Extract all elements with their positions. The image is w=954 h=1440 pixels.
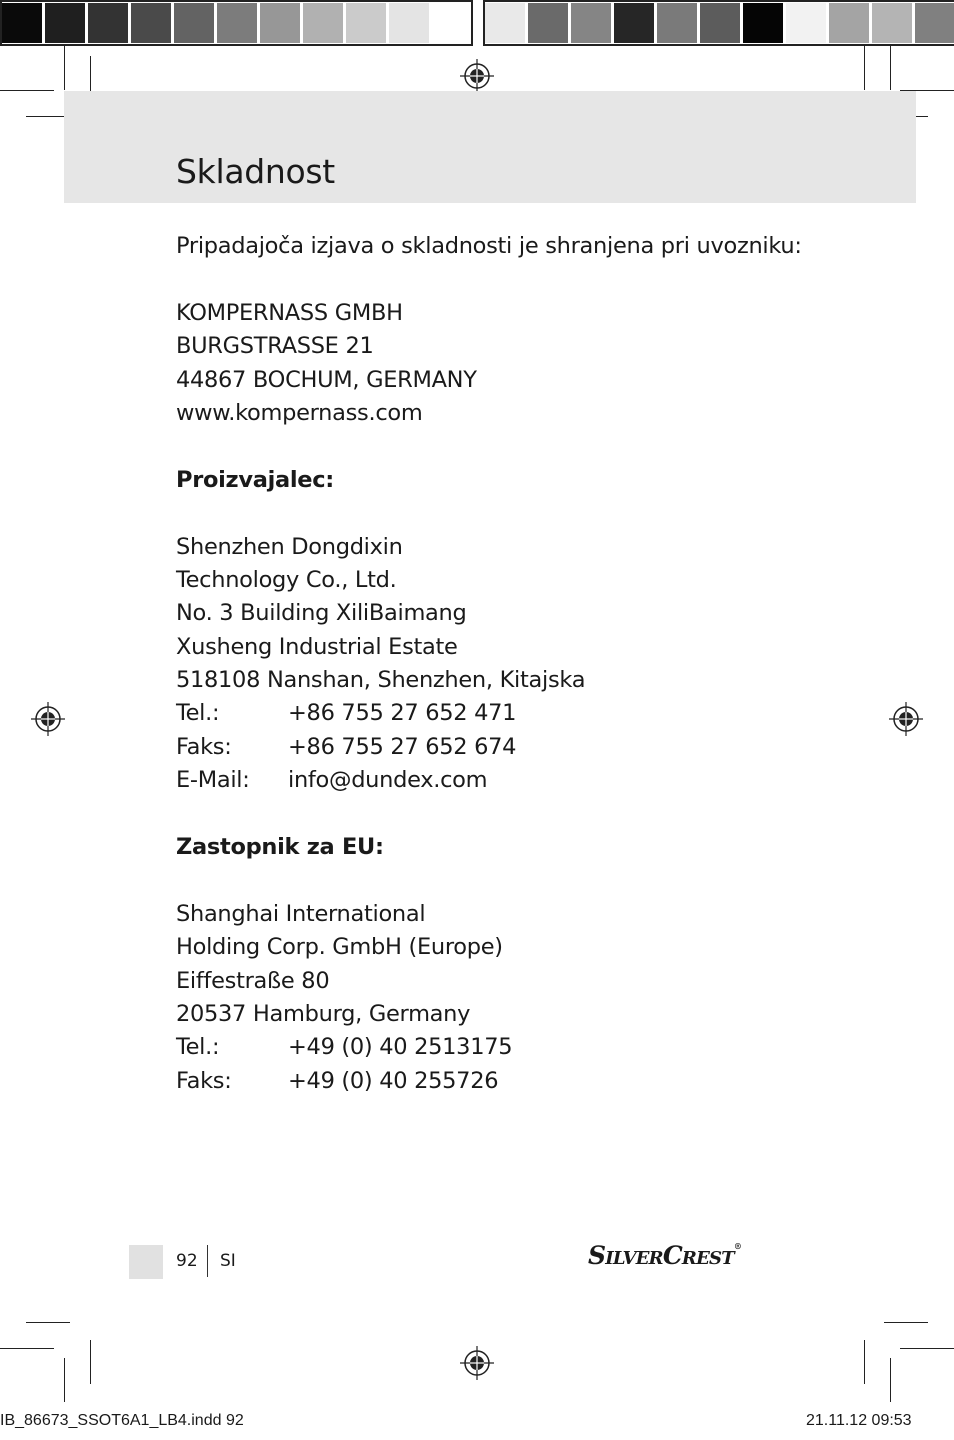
importer-city: 44867 BOCHUM, GERMANY [176,366,477,393]
color-swatch [217,3,257,43]
color-swatch [303,3,343,43]
registration-mark-icon [459,58,495,94]
registration-mark-icon [30,701,66,737]
registration-mark-icon [459,1345,495,1381]
manufacturer-tel-row [176,697,876,730]
crop-mark [864,46,865,90]
tel-label: Tel.: [176,1034,220,1061]
footer-divider [207,1245,208,1277]
crop-mark [864,1340,865,1384]
importer-address [176,297,876,431]
brand-name: SilverCrest [588,1241,734,1270]
registered-mark: ® [733,1241,742,1251]
color-calibration-bar-right [483,0,954,46]
eu-rep-tel: +49 (0) 40 2513175 [288,1034,513,1061]
color-swatch [131,3,171,43]
eu-rep-fax: +49 (0) 40 255726 [288,1067,499,1094]
crop-mark [890,1358,891,1402]
crop-mark [900,1348,954,1349]
eu-rep-fax-row [176,1065,876,1098]
color-swatch [485,3,525,43]
importer-street: BURGSTRASSE 21 [176,333,374,360]
crop-mark [90,1340,91,1384]
color-swatch [915,3,954,43]
brand-logo [588,1241,741,1270]
manufacturer-line: Xusheng Industrial Estate [176,633,458,660]
manufacturer-fax: +86 755 27 652 674 [288,733,517,760]
print-slug-filename: IB_86673_SSOT6A1_LB4.indd 92 [0,1412,244,1429]
manufacturer-tel: +86 755 27 652 471 [288,700,517,727]
eu-rep-line: 20537 Hamburg, Germany [176,1000,471,1027]
eu-rep-tel-row [176,1031,876,1064]
manufacturer-line: Shenzhen Dongdixin [176,533,403,560]
color-swatch [2,3,42,43]
color-swatch [571,3,611,43]
color-swatch [88,3,128,43]
crop-mark [0,1348,54,1349]
manufacturer-fax-row [176,731,876,764]
manufacturer-email-link[interactable]: info@dundex.com [288,767,488,794]
color-swatch [346,3,386,43]
registration-mark-icon [888,701,924,737]
intro-text: Pripadajoča izjava o skladnosti je shranjena pri uvozniku: [176,233,802,259]
tel-label: Tel.: [176,700,220,727]
eu-representative-address [176,898,876,1098]
manufacturer-line: 518108 Nanshan, Shenzhen, Kitajska [176,667,586,694]
crop-mark [26,1322,70,1323]
color-swatch [432,3,472,43]
color-swatch [657,3,697,43]
color-swatch [528,3,568,43]
manufacturer-line: Technology Co., Ltd. [176,566,397,593]
importer-name: KOMPERNASS GMBH [176,299,403,326]
print-slug-datetime: 21.11.12 09:53 [806,1412,912,1429]
crop-mark [64,46,65,90]
color-swatch [786,3,826,43]
page-title: Skladnost [176,152,335,191]
fax-label: Faks: [176,733,232,760]
email-label: E-Mail: [176,767,250,794]
page-language: SI [220,1251,236,1271]
manufacturer-email-row [176,764,876,797]
color-swatch [260,3,300,43]
eu-representative-heading: Zastopnik za EU: [176,834,384,861]
color-calibration-bar-left [0,0,473,46]
crop-mark [890,46,891,90]
crop-mark [884,1322,928,1323]
page-tab-box [129,1245,163,1279]
crop-mark [0,90,54,91]
color-swatch [872,3,912,43]
eu-rep-line: Holding Corp. GmbH (Europe) [176,934,503,961]
crop-mark [64,1358,65,1402]
manufacturer-address [176,531,876,798]
importer-website-link[interactable]: www.kompernass.com [176,399,423,426]
eu-rep-line: Eiffestraße 80 [176,967,330,994]
color-swatch [45,3,85,43]
color-swatch [174,3,214,43]
fax-label: Faks: [176,1067,232,1094]
manufacturer-heading: Proizvajalec: [176,466,335,493]
color-swatch [829,3,869,43]
color-swatch [743,3,783,43]
color-swatch [700,3,740,43]
eu-rep-line: Shanghai International [176,900,426,927]
manufacturer-line: No. 3 Building XiliBaimang [176,600,467,627]
main-content [176,230,876,1098]
page-number: 92 [176,1251,198,1271]
color-swatch [389,3,429,43]
color-swatch [614,3,654,43]
